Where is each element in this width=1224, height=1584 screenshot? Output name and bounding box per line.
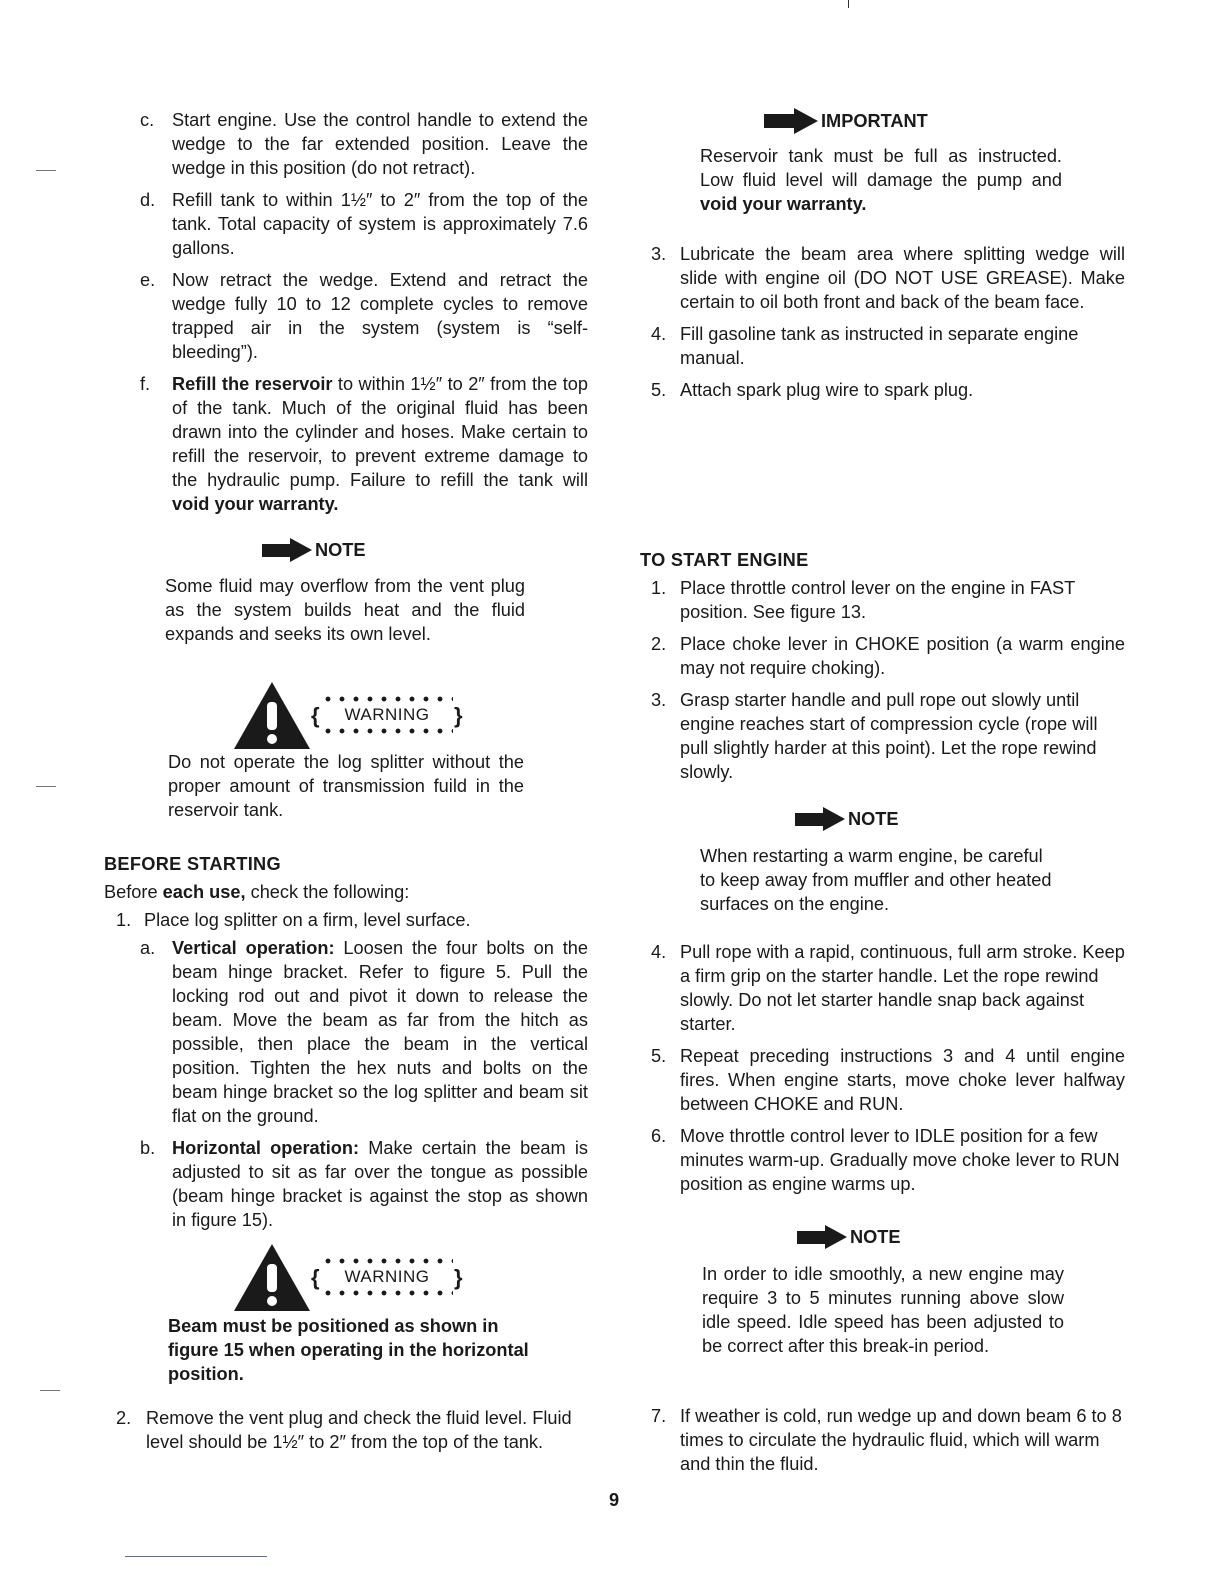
list-item-s6: 6. Move throttle control lever to IDLE position for a few minutes warm-up. Gradually move choke lever to RUN position as engine warms up. <box>651 1126 1120 1194</box>
warning-callout <box>233 680 461 750</box>
section-heading-before-starting: BEFORE STARTING <box>104 854 281 874</box>
important-callout <box>764 107 928 135</box>
list-item-4: 4. Fill gasoline tank as instructed in separate engine manual. <box>651 324 1079 368</box>
list-item-e: e. Now retract the wedge. Extend and retract the wedge fully 10 to 12 complete cycles to remove trapped air in the system (system is “self-bleeding”). <box>140 270 588 362</box>
important-label: IMPORTANT <box>821 111 928 131</box>
note-callout <box>262 537 366 563</box>
margin-tick <box>36 786 56 787</box>
page-number: 9 <box>608 1490 620 1510</box>
note-text: In order to idle smoothly, a new engine may require 3 to 5 minutes running above slow idle speed. Idle speed has been adjusted to be correct after this break-in period. <box>702 1264 1064 1356</box>
margin-tick <box>36 170 56 171</box>
start-list-a <box>651 576 1125 784</box>
start-list-b <box>651 940 1125 1196</box>
warning-badge: { WARNING } <box>313 1262 461 1292</box>
list-item-a: a. Vertical operation: Loosen the four bolts on the beam hinge bracket. Refer to figure 5. Pull the locking rod out and pivot it down to release the beam. Move the beam as far from the hitch as possible, then place the beam in the vertical position. Tighten the hex nuts and bolts on the beam hinge bracket so the log splitter and beam sit flat on the ground. <box>140 938 588 1126</box>
note-label: NOTE <box>850 1227 901 1247</box>
note-label: NOTE <box>848 809 899 829</box>
arrow-right-icon <box>262 537 312 563</box>
list-item-f: f. Refill the reservoir to within 1½″ to 2″ from the top of the tank. Much of the original fluid has been drawn into the cylinder and hoses. Make certain to refill the reservoir, to prevent extreme damage to the hydraulic pump. Failure to refill the tank will void your warranty. <box>140 374 588 514</box>
list-item-5: 5. Attach spark plug wire to spark plug. <box>651 380 974 400</box>
before-intro: Before each use, check the following: <box>104 882 410 902</box>
note-text: When restarting a warm engine, be careful to keep away from muffler and other heated surfaces on the engine. <box>700 846 1052 914</box>
list-item-c: c. Start engine. Use the control handle to extend the wedge to the far extended position. Leave the wedge in this position (do not retract). <box>140 110 588 178</box>
note-callout <box>797 1224 901 1250</box>
arrow-right-icon <box>795 806 845 832</box>
list-item-2: 2. Remove the vent plug and check the fluid level. Fluid level should be 1½″ to 2″ from the top of the tank. <box>116 1408 572 1452</box>
list-item-s7: 7. If weather is cold, run wedge up and down beam 6 to 8 times to circulate the hydraulic fluid, which will warm and thin the fluid. <box>651 1406 1122 1474</box>
left-column-top <box>140 108 588 516</box>
note-text: Some fluid may overflow from the vent plug as the system builds heat and the fluid expands and seeks its own level. <box>165 576 525 644</box>
list-item-s5: 5. Repeat preceding instructions 3 and 4 until engine fires. When engine starts, move choke lever halfway between CHOKE and RUN. <box>651 1046 1125 1114</box>
margin-tick <box>40 1390 60 1391</box>
note-callout <box>795 806 899 832</box>
list-item-s3: 3. Grasp starter handle and pull rope out slowly until engine reaches start of compression cycle (rope will pull slightly harder at this point). Let the rope rewind slowly. <box>651 690 1098 782</box>
right-list-top <box>651 242 1125 402</box>
warning-triangle-icon <box>233 680 311 750</box>
section-heading-to-start-engine: TO START ENGINE <box>640 550 809 570</box>
scan-mark <box>848 0 849 8</box>
warning-text: Do not operate the log splitter without the proper amount of transmission fuild in the reservoir tank. <box>168 752 524 820</box>
warning-callout <box>233 1242 461 1312</box>
note-label: NOTE <box>315 540 366 560</box>
important-text: Reservoir tank must be full as instructed. Low fluid level will damage the pump and void your warranty. <box>700 146 1062 214</box>
warning-triangle-icon <box>233 1242 311 1312</box>
footer-rule <box>125 1556 267 1557</box>
warning-badge: { WARNING } <box>313 700 461 730</box>
list-item-3: 3. Lubricate the beam area where splitting wedge will slide with engine oil (DO NOT USE GREASE). Make certain to oil both front and back of the beam face. <box>651 244 1125 312</box>
list-item-s1: 1. Place throttle control lever on the engine in FAST position. See figure 13. <box>651 578 1075 622</box>
sub-list <box>140 936 588 1232</box>
list-item-b: b. Horizontal operation: Make certain the beam is adjusted to sit as far over the tongue as possible (beam hinge bracket is against the stop as shown in figure 15). <box>140 1138 588 1230</box>
list-item-s2: 2. Place choke lever in CHOKE position (a warm engine may not require choking). <box>651 634 1125 678</box>
list-item-1: 1. Place log splitter on a firm, level surface. <box>116 910 471 930</box>
list-item-s4: 4. Pull rope with a rapid, continuous, full arm stroke. Keep a firm grip on the starter handle. Let the rope rewind slowly. Do not let starter handle snap back against starter. <box>651 942 1125 1034</box>
list-item-d: d. Refill tank to within 1½″ to 2″ from the top of the tank. Total capacity of system is approximately 7.6 gallons. <box>140 190 588 258</box>
warning-text: Beam must be positioned as shown in figure 15 when operating in the horizontal position. <box>168 1316 529 1384</box>
arrow-right-icon <box>764 107 818 135</box>
arrow-right-icon <box>797 1224 847 1250</box>
